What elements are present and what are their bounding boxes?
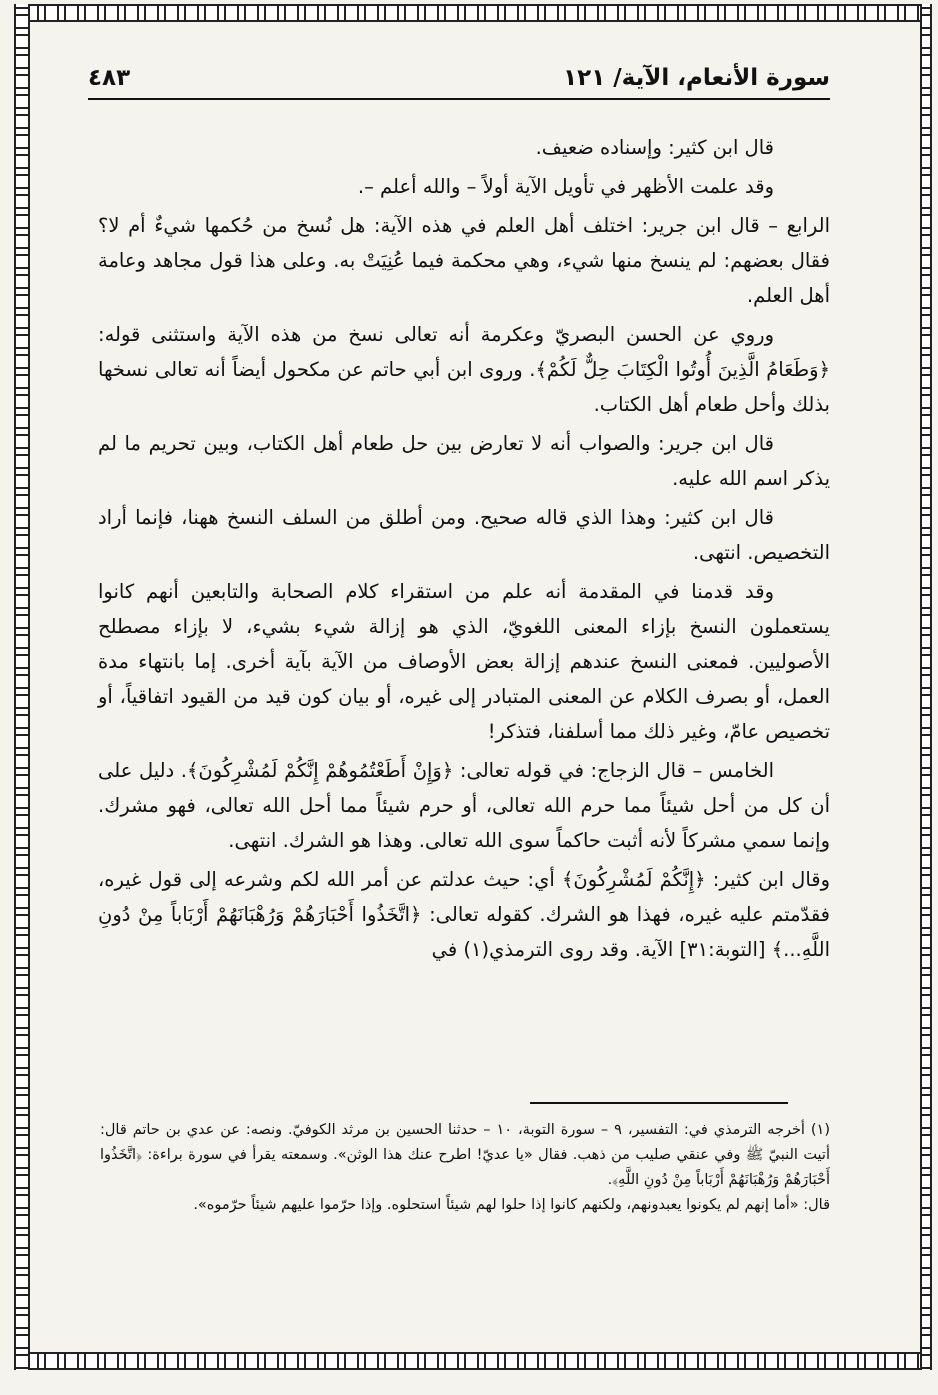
book-page bbox=[60, 40, 830, 1340]
running-header bbox=[88, 58, 830, 100]
paragraph: وقد قدمنا في المقدمة أنه علم من استقراء كلام الصحابة والتابعين أنهم كانوا يستعملون النسخ بإزاء المعنى اللغويّ، الذي هو إزالة شيء بشيء، لا بإزاء مصطلح الأصوليين. فمعنى النسخ عندهم إزالة بعض الأوصاف من الآية بآية أخرى. إما بانتهاء مدة العمل، أو بصرف الكلام عن المعنى المتبادر إلى غيره، أو بيان كون قيد من القيود اتفاقياً، أو تخصيص عامّ، وغير ذلك مما أسلفنا، فتذكر! bbox=[98, 580, 830, 743]
footnote: (١) أخرجه الترمذي في: التفسير، ٩ – سورة التوبة، ١٠ – حدثنا الحسين بن مرثد الكوفيّ. ونصه: عن عدي بن حاتم قال: أتيت النبيّ ﷺ وفي عنقي صليب من ذهب. فقال «يا عديّ! اطرح عنك هذا الوثن». وسمعته يقرأ في سورة براءة: ﴿اتَّخَذُوا أَحْبَارَهُمْ وَرُهْبَانَهُمْ أَرْبَاباً مِنْ دُونِ اللَّهِ﴾. bbox=[100, 1122, 830, 1188]
main-text bbox=[98, 130, 830, 971]
decorative-border-left bbox=[14, 4, 30, 1370]
footnote-separator bbox=[530, 1102, 788, 1104]
paragraph: قال ابن جرير: والصواب أنه لا تعارض بين حل طعام أهل الكتاب، وبين تحريم ما لم يذكر اسم الله عليه. bbox=[98, 432, 830, 490]
paragraph: قال ابن كثير: وهذا الذي قاله صحيح. ومن أطلق من السلف النسخ ههنا، فإنما أراد التخصيص. انتهى. bbox=[98, 506, 830, 564]
surah-title: سورة الأنعام، الآية/ ١٢١ bbox=[563, 65, 830, 91]
footnote: قال: «أما إنهم لم يكونوا يعبدونهم، ولكنهم كانوا إذا حلوا لهم شيئاً استحلوه. وإذا حرّموا عليهم شيئاً حرّموه». bbox=[193, 1197, 830, 1213]
decorative-border-bottom bbox=[14, 1352, 932, 1370]
paragraph: وقال ابن كثير: ﴿إِنَّكُمْ لَمُشْرِكُونَ﴾ أي: حيث عدلتم عن أمر الله لكم وشرعه إلى قول غيره، فقدّمتم عليه غيره، فهذا هو الشرك. كقوله تعالى: ﴿اتَّخَذُوا أَحْبَارَهُمْ وَرُهْبَانَهُمْ أَرْبَاباً مِنْ دُونِ اللَّهِ...﴾ [التوبة:٣١] الآية. وقد روى الترمذي(١) في bbox=[98, 868, 830, 961]
paragraph: وروي عن الحسن البصريّ وعكرمة أنه تعالى نسخ من هذه الآية واستثنى قوله: ﴿وَطَعَامُ الَّذِينَ أُوتُوا الْكِتَابَ حِلٌّ لَكُمْ﴾. وروى ابن أبي حاتم عن مكحول أيضاً أنه تعالى نسخها بذلك وأحل طعام أهل الكتاب. bbox=[98, 323, 830, 416]
paragraph: الخامس – قال الزجاج: في قوله تعالى: ﴿وَإِنْ أَطَعْتُمُوهُمْ إِنَّكُمْ لَمُشْرِكُونَ﴾. دليل على أن كل من أحل شيئاً مما حرم الله تعالى، أو حرم شيئاً مما أحل الله تعالى، فهو مشرك. وإنما سمي مشركاً لأنه أثبت حاكماً سوى الله تعالى. وهذا هو الشرك. انتهى. bbox=[98, 759, 830, 852]
page-number: ٤٨٣ bbox=[88, 65, 131, 91]
decorative-border-top bbox=[14, 4, 932, 22]
paragraph: وقد علمت الأظهر في تأويل الآية أولاً – والله أعلم –. bbox=[357, 175, 774, 198]
decorative-border-right bbox=[920, 4, 932, 1370]
footnotes bbox=[100, 1118, 830, 1218]
paragraph: قال ابن كثير: وإسناده ضعيف. bbox=[535, 136, 774, 159]
paragraph: الرابع – قال ابن جرير: اختلف أهل العلم في هذه الآية: هل نُسخ من حُكمها شيءٌ أم لا؟ فقال بعضهم: لم ينسخ منها شيء، وهي محكمة فيما عُنِيَتْ به. وعلى هذا قول مجاهد وعامة أهل العلم. bbox=[98, 214, 830, 307]
